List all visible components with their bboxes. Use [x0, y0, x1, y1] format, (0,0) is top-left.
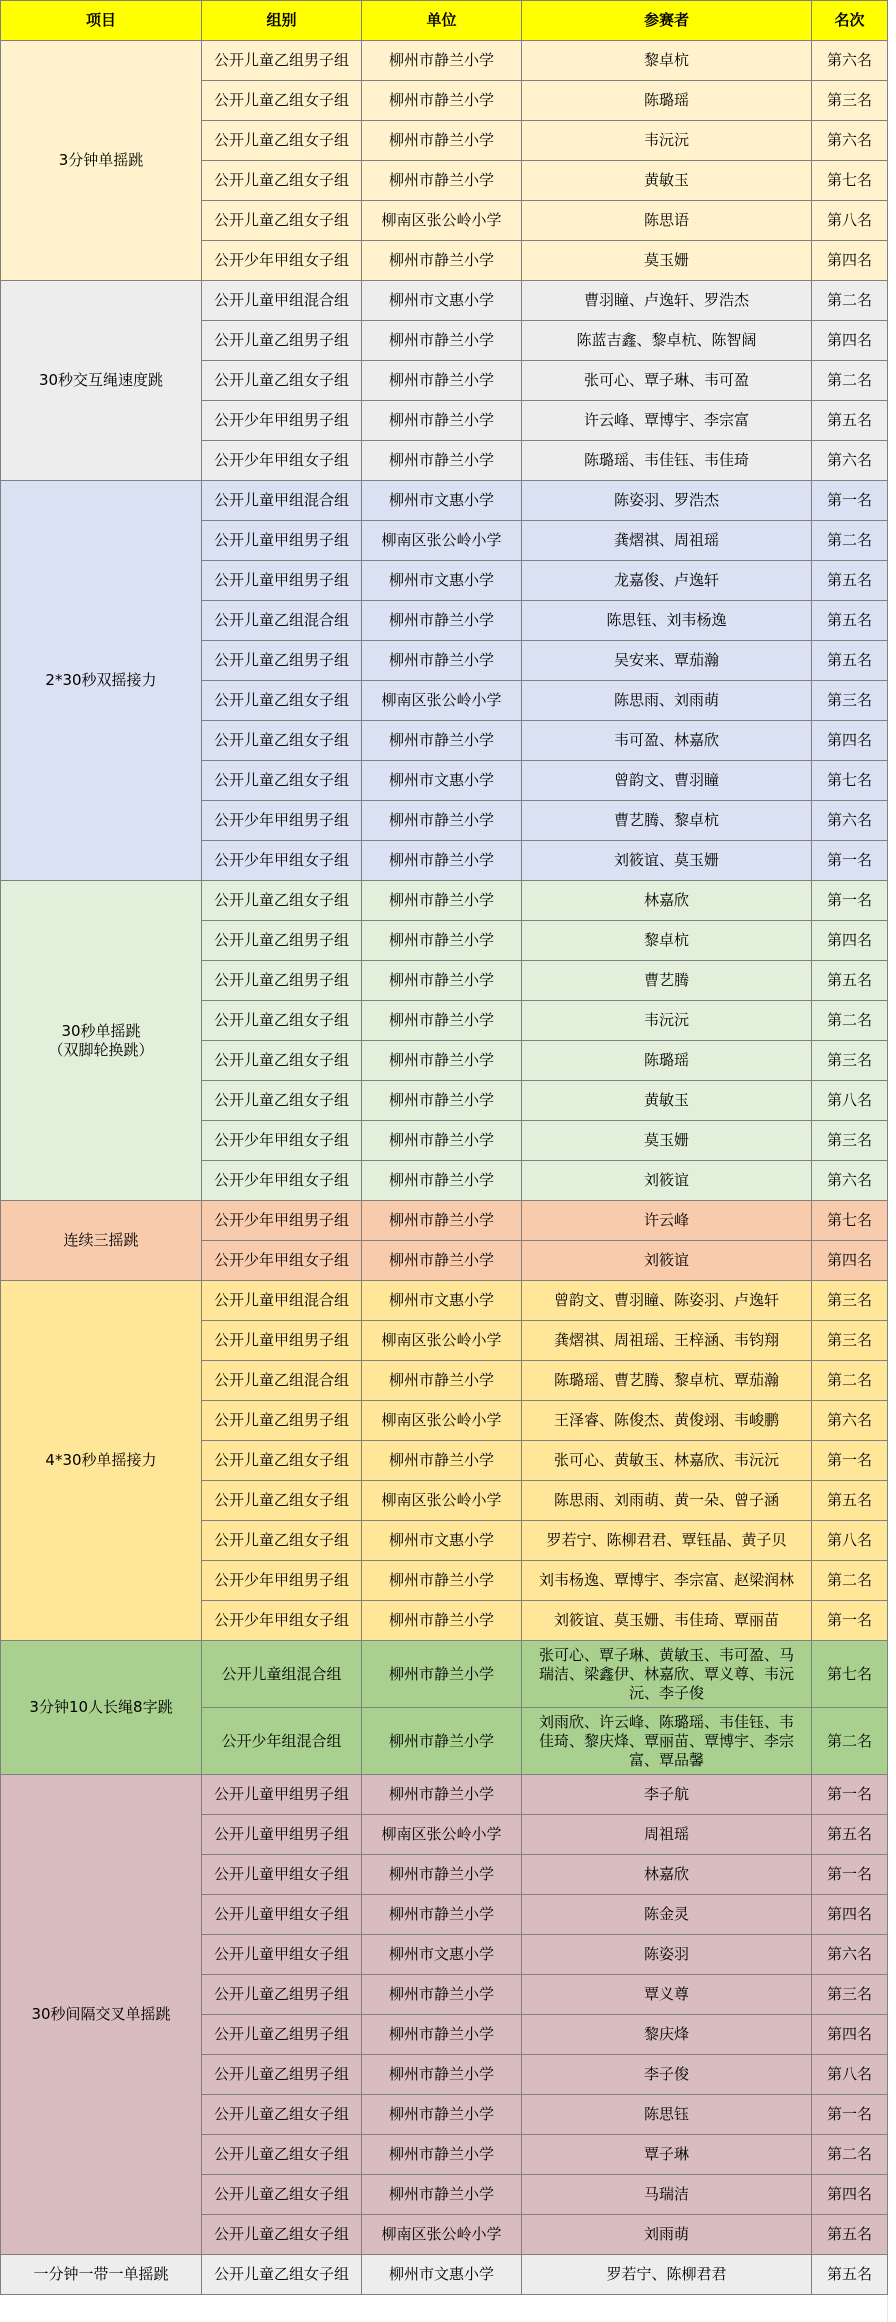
table-row — [1, 881, 888, 921]
rank-cell[interactable]: 第四名 — [812, 1895, 888, 1935]
group-cell[interactable]: 公开少年甲组女子组 — [202, 1121, 362, 1161]
rank-cell[interactable]: 第一名 — [812, 1775, 888, 1815]
participants-cell[interactable]: 刘雨萌 — [522, 2215, 812, 2255]
event-cell[interactable]: 一分钟一带一单摇跳 — [1, 2255, 202, 2295]
unit-cell[interactable]: 柳州市静兰小学 — [362, 1041, 522, 1081]
participants-cell[interactable]: 陈蓝吉鑫、黎卓杭、陈智阔 — [522, 321, 812, 361]
participants-cell[interactable]: 曹羽瞳、卢逸轩、罗浩杰 — [522, 281, 812, 321]
participants-cell[interactable]: 黄敏玉 — [522, 161, 812, 201]
group-cell[interactable]: 公开儿童甲组混合组 — [202, 481, 362, 521]
unit-cell[interactable]: 柳州市静兰小学 — [362, 2095, 522, 2135]
group-cell[interactable]: 公开儿童甲组男子组 — [202, 1815, 362, 1855]
participants-cell[interactable]: 曹艺腾 — [522, 961, 812, 1001]
rank-cell[interactable]: 第一名 — [812, 2095, 888, 2135]
group-cell[interactable]: 公开少年甲组男子组 — [202, 801, 362, 841]
participants-cell[interactable]: 陈璐瑶、曹艺腾、黎卓杭、覃茄瀚 — [522, 1361, 812, 1401]
rank-cell[interactable]: 第七名 — [812, 1641, 888, 1708]
unit-cell[interactable]: 柳州市静兰小学 — [362, 1561, 522, 1601]
rank-cell[interactable]: 第六名 — [812, 1935, 888, 1975]
group-cell[interactable]: 公开儿童乙组女子组 — [202, 2135, 362, 2175]
participants-cell[interactable]: 黎卓杭 — [522, 41, 812, 81]
participants-cell[interactable]: 覃子琳 — [522, 2135, 812, 2175]
participants-cell[interactable]: 陈姿羽 — [522, 1935, 812, 1975]
unit-cell[interactable]: 柳州市文惠小学 — [362, 281, 522, 321]
group-cell[interactable]: 公开少年甲组女子组 — [202, 1161, 362, 1201]
participants-cell[interactable]: 李子航 — [522, 1775, 812, 1815]
rank-cell[interactable]: 第二名 — [812, 2135, 888, 2175]
table-row — [1, 481, 888, 521]
participants-cell[interactable]: 陈璐瑶、韦佳钰、韦佳琦 — [522, 441, 812, 481]
unit-cell[interactable]: 柳州市文惠小学 — [362, 1935, 522, 1975]
participants-cell[interactable]: 罗若宁、陈柳君君 — [522, 2255, 812, 2295]
header-row — [1, 1, 888, 41]
group-cell[interactable]: 公开儿童乙组混合组 — [202, 601, 362, 641]
participants-cell[interactable]: 吴安来、覃茄瀚 — [522, 641, 812, 681]
unit-cell[interactable]: 柳州市静兰小学 — [362, 1361, 522, 1401]
participants-cell[interactable]: 刘筱谊、莫玉姗、韦佳琦、覃丽苗 — [522, 1601, 812, 1641]
rank-cell[interactable]: 第一名 — [812, 1855, 888, 1895]
group-cell[interactable]: 公开儿童乙组男子组 — [202, 321, 362, 361]
unit-cell[interactable]: 柳南区张公岭小学 — [362, 521, 522, 561]
group-cell[interactable]: 公开儿童乙组女子组 — [202, 81, 362, 121]
unit-cell[interactable]: 柳州市静兰小学 — [362, 1441, 522, 1481]
group-cell[interactable]: 公开儿童乙组女子组 — [202, 1041, 362, 1081]
group-cell[interactable]: 公开少年甲组女子组 — [202, 841, 362, 881]
rank-cell[interactable]: 第二名 — [812, 1001, 888, 1041]
group-cell[interactable]: 公开儿童乙组男子组 — [202, 961, 362, 1001]
rank-cell[interactable]: 第五名 — [812, 561, 888, 601]
group-cell[interactable]: 公开儿童乙组男子组 — [202, 1975, 362, 2015]
participants-cell[interactable]: 罗若宁、陈柳君君、覃钰晶、黄子贝 — [522, 1521, 812, 1561]
rank-cell[interactable]: 第三名 — [812, 81, 888, 121]
participants-cell[interactable]: 黎卓杭 — [522, 921, 812, 961]
rank-cell[interactable]: 第四名 — [812, 1241, 888, 1281]
group-cell[interactable]: 公开儿童乙组女子组 — [202, 201, 362, 241]
unit-cell[interactable]: 柳州市静兰小学 — [362, 1601, 522, 1641]
unit-cell[interactable]: 柳州市文惠小学 — [362, 2255, 522, 2295]
participants-cell[interactable]: 林嘉欣 — [522, 1855, 812, 1895]
participants-cell[interactable]: 韦沅沅 — [522, 121, 812, 161]
group-cell[interactable]: 公开儿童甲组男子组 — [202, 561, 362, 601]
group-cell[interactable]: 公开儿童乙组男子组 — [202, 1401, 362, 1441]
group-cell[interactable]: 公开儿童甲组男子组 — [202, 521, 362, 561]
participants-cell[interactable]: 陈思钰 — [522, 2095, 812, 2135]
participants-cell[interactable]: 曾韵文、曹羽瞳 — [522, 761, 812, 801]
rank-cell[interactable]: 第一名 — [812, 841, 888, 881]
unit-cell[interactable]: 柳州市静兰小学 — [362, 1708, 522, 1775]
participants-cell[interactable]: 马瑞洁 — [522, 2175, 812, 2215]
unit-cell[interactable]: 柳州市静兰小学 — [362, 361, 522, 401]
rank-cell[interactable]: 第五名 — [812, 2255, 888, 2295]
participants-cell[interactable]: 黄敏玉 — [522, 1081, 812, 1121]
participants-cell[interactable]: 韦沅沅 — [522, 1001, 812, 1041]
unit-cell[interactable]: 柳州市静兰小学 — [362, 2015, 522, 2055]
rank-cell[interactable]: 第八名 — [812, 1081, 888, 1121]
unit-cell[interactable]: 柳州市静兰小学 — [362, 1081, 522, 1121]
participants-cell[interactable]: 王泽睿、陈俊杰、黄俊翊、韦峻鹏 — [522, 1401, 812, 1441]
participants-cell[interactable]: 陈璐瑶 — [522, 1041, 812, 1081]
unit-cell[interactable]: 柳州市静兰小学 — [362, 2055, 522, 2095]
participants-cell[interactable]: 陈思雨、刘雨萌 — [522, 681, 812, 721]
header-group[interactable]: 组别 — [202, 1, 362, 41]
unit-cell[interactable]: 柳州市静兰小学 — [362, 721, 522, 761]
group-cell[interactable]: 公开儿童乙组女子组 — [202, 1481, 362, 1521]
unit-cell[interactable]: 柳州市静兰小学 — [362, 1121, 522, 1161]
event-cell[interactable]: 连续三摇跳 — [1, 1201, 202, 1281]
rank-cell[interactable]: 第一名 — [812, 481, 888, 521]
rank-cell[interactable]: 第五名 — [812, 1481, 888, 1521]
group-cell[interactable]: 公开儿童乙组女子组 — [202, 881, 362, 921]
rank-cell[interactable]: 第二名 — [812, 1361, 888, 1401]
unit-cell[interactable]: 柳州市静兰小学 — [362, 41, 522, 81]
unit-cell[interactable]: 柳州市静兰小学 — [362, 641, 522, 681]
group-cell[interactable]: 公开儿童乙组女子组 — [202, 2255, 362, 2295]
group-cell[interactable]: 公开少年甲组男子组 — [202, 401, 362, 441]
group-cell[interactable]: 公开少年甲组女子组 — [202, 441, 362, 481]
group-cell[interactable]: 公开儿童乙组女子组 — [202, 1081, 362, 1121]
unit-cell[interactable]: 柳州市静兰小学 — [362, 1975, 522, 2015]
rank-cell[interactable]: 第五名 — [812, 2215, 888, 2255]
participants-cell[interactable]: 龚熠祺、周祖瑶 — [522, 521, 812, 561]
group-cell[interactable]: 公开儿童乙组男子组 — [202, 921, 362, 961]
table-row — [1, 41, 888, 81]
unit-cell[interactable]: 柳南区张公岭小学 — [362, 1481, 522, 1521]
event-cell[interactable]: 2*30秒双摇接力 — [1, 481, 202, 881]
table-row — [1, 1201, 888, 1241]
unit-cell[interactable]: 柳州市静兰小学 — [362, 1895, 522, 1935]
group-cell[interactable]: 公开儿童乙组男子组 — [202, 2015, 362, 2055]
group-cell[interactable]: 公开儿童乙组男子组 — [202, 641, 362, 681]
unit-cell[interactable]: 柳州市文惠小学 — [362, 561, 522, 601]
event-cell[interactable]: 3分钟10人长绳8字跳 — [1, 1641, 202, 1775]
participants-cell[interactable]: 刘雨欣、许云峰、陈璐瑶、韦佳钰、韦 佳琦、黎庆烽、覃丽苗、覃博宇、李宗 富、覃品馨 — [522, 1708, 812, 1775]
event-cell[interactable]: 3分钟单摇跳 — [1, 41, 202, 281]
rank-cell[interactable]: 第二名 — [812, 1708, 888, 1775]
participants-cell[interactable]: 陈璐瑶 — [522, 81, 812, 121]
unit-cell[interactable]: 柳州市静兰小学 — [362, 1775, 522, 1815]
rank-cell[interactable]: 第六名 — [812, 41, 888, 81]
group-cell[interactable]: 公开儿童乙组女子组 — [202, 161, 362, 201]
unit-cell[interactable]: 柳南区张公岭小学 — [362, 681, 522, 721]
participants-cell[interactable]: 曾韵文、曹羽瞳、陈姿羽、卢逸轩 — [522, 1281, 812, 1321]
rank-cell[interactable]: 第六名 — [812, 801, 888, 841]
table-row — [1, 281, 888, 321]
event-cell[interactable]: 30秒单摇跳 （双脚轮换跳） — [1, 881, 202, 1201]
participants-cell[interactable]: 陈思语 — [522, 201, 812, 241]
group-cell[interactable]: 公开儿童乙组女子组 — [202, 681, 362, 721]
rank-cell[interactable]: 第三名 — [812, 681, 888, 721]
unit-cell[interactable]: 柳南区张公岭小学 — [362, 1401, 522, 1441]
participants-cell[interactable]: 许云峰 — [522, 1201, 812, 1241]
participants-cell[interactable]: 张可心、黄敏玉、林嘉欣、韦沅沅 — [522, 1441, 812, 1481]
unit-cell[interactable]: 柳南区张公岭小学 — [362, 201, 522, 241]
rank-cell[interactable]: 第七名 — [812, 161, 888, 201]
group-cell[interactable]: 公开少年甲组女子组 — [202, 1601, 362, 1641]
unit-cell[interactable]: 柳州市静兰小学 — [362, 321, 522, 361]
rank-cell[interactable]: 第二名 — [812, 521, 888, 561]
group-cell[interactable]: 公开儿童乙组女子组 — [202, 1441, 362, 1481]
unit-cell[interactable]: 柳州市文惠小学 — [362, 481, 522, 521]
participants-cell[interactable]: 黎庆烽 — [522, 2015, 812, 2055]
participants-cell[interactable]: 刘筱谊 — [522, 1241, 812, 1281]
participants-cell[interactable]: 陈思雨、刘雨萌、黄一朵、曾子涵 — [522, 1481, 812, 1521]
unit-cell[interactable]: 柳州市静兰小学 — [362, 2175, 522, 2215]
group-cell[interactable]: 公开儿童乙组男子组 — [202, 2055, 362, 2095]
group-cell[interactable]: 公开儿童乙组女子组 — [202, 721, 362, 761]
table-body — [1, 41, 888, 2295]
rank-cell[interactable]: 第二名 — [812, 1561, 888, 1601]
rank-cell[interactable]: 第四名 — [812, 721, 888, 761]
rank-cell[interactable]: 第四名 — [812, 2015, 888, 2055]
rank-cell[interactable]: 第二名 — [812, 281, 888, 321]
rank-cell[interactable]: 第五名 — [812, 601, 888, 641]
unit-cell[interactable]: 柳州市静兰小学 — [362, 881, 522, 921]
rank-cell[interactable]: 第四名 — [812, 2175, 888, 2215]
participants-cell[interactable]: 许云峰、覃博宇、李宗富 — [522, 401, 812, 441]
participants-cell[interactable]: 陈思钰、刘韦杨逸 — [522, 601, 812, 641]
group-cell[interactable]: 公开儿童乙组男子组 — [202, 41, 362, 81]
group-cell[interactable]: 公开儿童甲组男子组 — [202, 1775, 362, 1815]
group-cell[interactable]: 公开儿童甲组女子组 — [202, 1855, 362, 1895]
unit-cell[interactable]: 柳州市静兰小学 — [362, 801, 522, 841]
group-cell[interactable]: 公开少年组混合组 — [202, 1708, 362, 1775]
group-cell[interactable]: 公开儿童乙组女子组 — [202, 2215, 362, 2255]
participants-cell[interactable]: 刘筱谊 — [522, 1161, 812, 1201]
unit-cell[interactable]: 柳州市静兰小学 — [362, 1161, 522, 1201]
group-cell[interactable]: 公开儿童乙组混合组 — [202, 1361, 362, 1401]
group-cell[interactable]: 公开儿童乙组女子组 — [202, 361, 362, 401]
unit-cell[interactable]: 柳州市静兰小学 — [362, 961, 522, 1001]
rank-cell[interactable]: 第一名 — [812, 881, 888, 921]
participants-cell[interactable]: 周祖瑶 — [522, 1815, 812, 1855]
group-cell[interactable]: 公开少年甲组女子组 — [202, 1241, 362, 1281]
unit-cell[interactable]: 柳州市文惠小学 — [362, 1521, 522, 1561]
event-cell[interactable]: 4*30秒单摇接力 — [1, 1281, 202, 1641]
header-rank[interactable]: 名次 — [812, 1, 888, 41]
unit-cell[interactable]: 柳州市静兰小学 — [362, 2135, 522, 2175]
participants-cell[interactable]: 林嘉欣 — [522, 881, 812, 921]
rank-cell[interactable]: 第四名 — [812, 321, 888, 361]
participants-cell[interactable]: 莫玉姗 — [522, 241, 812, 281]
rank-cell[interactable]: 第四名 — [812, 921, 888, 961]
unit-cell[interactable]: 柳州市静兰小学 — [362, 1641, 522, 1708]
table-row — [1, 1775, 888, 1815]
rank-cell[interactable]: 第六名 — [812, 441, 888, 481]
rank-cell[interactable]: 第八名 — [812, 1521, 888, 1561]
unit-cell[interactable]: 柳州市文惠小学 — [362, 761, 522, 801]
group-cell[interactable]: 公开儿童乙组女子组 — [202, 761, 362, 801]
event-cell[interactable]: 30秒交互绳速度跳 — [1, 281, 202, 481]
participants-cell[interactable]: 龚熠祺、周祖瑶、王梓涵、韦钧翔 — [522, 1321, 812, 1361]
rank-cell[interactable]: 第三名 — [812, 1121, 888, 1161]
unit-cell[interactable]: 柳南区张公岭小学 — [362, 1815, 522, 1855]
unit-cell[interactable]: 柳州市静兰小学 — [362, 81, 522, 121]
rank-cell[interactable]: 第三名 — [812, 1041, 888, 1081]
rank-cell[interactable]: 第五名 — [812, 1815, 888, 1855]
participants-cell[interactable]: 韦可盈、林嘉欣 — [522, 721, 812, 761]
participants-cell[interactable]: 龙嘉俊、卢逸轩 — [522, 561, 812, 601]
group-cell[interactable]: 公开儿童乙组女子组 — [202, 121, 362, 161]
unit-cell[interactable]: 柳南区张公岭小学 — [362, 2215, 522, 2255]
unit-cell[interactable]: 柳州市静兰小学 — [362, 1855, 522, 1895]
header-participants[interactable]: 参赛者 — [522, 1, 812, 41]
unit-cell[interactable]: 柳州市静兰小学 — [362, 241, 522, 281]
unit-cell[interactable]: 柳州市静兰小学 — [362, 841, 522, 881]
unit-cell[interactable]: 柳州市静兰小学 — [362, 1241, 522, 1281]
group-cell[interactable]: 公开儿童甲组混合组 — [202, 1281, 362, 1321]
rank-cell[interactable]: 第五名 — [812, 401, 888, 441]
participants-cell[interactable]: 覃义尊 — [522, 1975, 812, 2015]
group-cell[interactable]: 公开儿童甲组女子组 — [202, 1935, 362, 1975]
participants-cell[interactable]: 张可心、覃子琳、韦可盈 — [522, 361, 812, 401]
rank-cell[interactable]: 第三名 — [812, 1975, 888, 2015]
rank-cell[interactable]: 第五名 — [812, 641, 888, 681]
unit-cell[interactable]: 柳州市静兰小学 — [362, 601, 522, 641]
participants-cell[interactable]: 陈金灵 — [522, 1895, 812, 1935]
unit-cell[interactable]: 柳州市静兰小学 — [362, 921, 522, 961]
group-cell[interactable]: 公开儿童甲组混合组 — [202, 281, 362, 321]
rank-cell[interactable]: 第八名 — [812, 201, 888, 241]
group-cell[interactable]: 公开少年甲组女子组 — [202, 241, 362, 281]
participants-cell[interactable]: 刘筱谊、莫玉姗 — [522, 841, 812, 881]
participants-cell[interactable]: 陈姿羽、罗浩杰 — [522, 481, 812, 521]
group-cell[interactable]: 公开儿童甲组女子组 — [202, 1895, 362, 1935]
rank-cell[interactable]: 第六名 — [812, 121, 888, 161]
unit-cell[interactable]: 柳州市静兰小学 — [362, 121, 522, 161]
rank-cell[interactable]: 第八名 — [812, 2055, 888, 2095]
header-event[interactable]: 项目 — [1, 1, 202, 41]
table-row — [1, 2255, 888, 2295]
rank-cell[interactable]: 第四名 — [812, 241, 888, 281]
header-unit[interactable]: 单位 — [362, 1, 522, 41]
rank-cell[interactable]: 第五名 — [812, 961, 888, 1001]
participants-cell[interactable]: 张可心、覃子琳、黄敏玉、韦可盈、马 瑞洁、梁鑫伊、林嘉欣、覃义尊、韦沅 沅、李子俊 — [522, 1641, 812, 1708]
table-header — [1, 1, 888, 41]
rank-cell[interactable]: 第二名 — [812, 361, 888, 401]
unit-cell[interactable]: 柳南区张公岭小学 — [362, 1321, 522, 1361]
unit-cell[interactable]: 柳州市静兰小学 — [362, 1001, 522, 1041]
rank-cell[interactable]: 第三名 — [812, 1281, 888, 1321]
rank-cell[interactable]: 第七名 — [812, 1201, 888, 1241]
unit-cell[interactable]: 柳州市静兰小学 — [362, 441, 522, 481]
event-cell[interactable]: 30秒间隔交叉单摇跳 — [1, 1775, 202, 2255]
rank-cell[interactable]: 第一名 — [812, 1601, 888, 1641]
table-row — [1, 1281, 888, 1321]
rank-cell[interactable]: 第一名 — [812, 1441, 888, 1481]
group-cell[interactable]: 公开少年甲组男子组 — [202, 1201, 362, 1241]
unit-cell[interactable]: 柳州市静兰小学 — [362, 401, 522, 441]
rank-cell[interactable]: 第六名 — [812, 1401, 888, 1441]
unit-cell[interactable]: 柳州市静兰小学 — [362, 1201, 522, 1241]
participants-cell[interactable]: 曹艺腾、黎卓杭 — [522, 801, 812, 841]
participants-cell[interactable]: 莫玉姗 — [522, 1121, 812, 1161]
group-cell[interactable]: 公开儿童乙组女子组 — [202, 1521, 362, 1561]
group-cell[interactable]: 公开少年甲组男子组 — [202, 1561, 362, 1601]
group-cell[interactable]: 公开儿童组混合组 — [202, 1641, 362, 1708]
table-row — [1, 1641, 888, 1708]
group-cell[interactable]: 公开儿童甲组男子组 — [202, 1321, 362, 1361]
participants-cell[interactable]: 李子俊 — [522, 2055, 812, 2095]
group-cell[interactable]: 公开儿童乙组女子组 — [202, 1001, 362, 1041]
unit-cell[interactable]: 柳州市静兰小学 — [362, 161, 522, 201]
group-cell[interactable]: 公开儿童乙组女子组 — [202, 2095, 362, 2135]
rank-cell[interactable]: 第六名 — [812, 1161, 888, 1201]
rank-cell[interactable]: 第三名 — [812, 1321, 888, 1361]
group-cell[interactable]: 公开儿童乙组女子组 — [202, 2175, 362, 2215]
unit-cell[interactable]: 柳州市文惠小学 — [362, 1281, 522, 1321]
participants-cell[interactable]: 刘韦杨逸、覃博宇、李宗富、赵梁润林 — [522, 1561, 812, 1601]
rank-cell[interactable]: 第七名 — [812, 761, 888, 801]
